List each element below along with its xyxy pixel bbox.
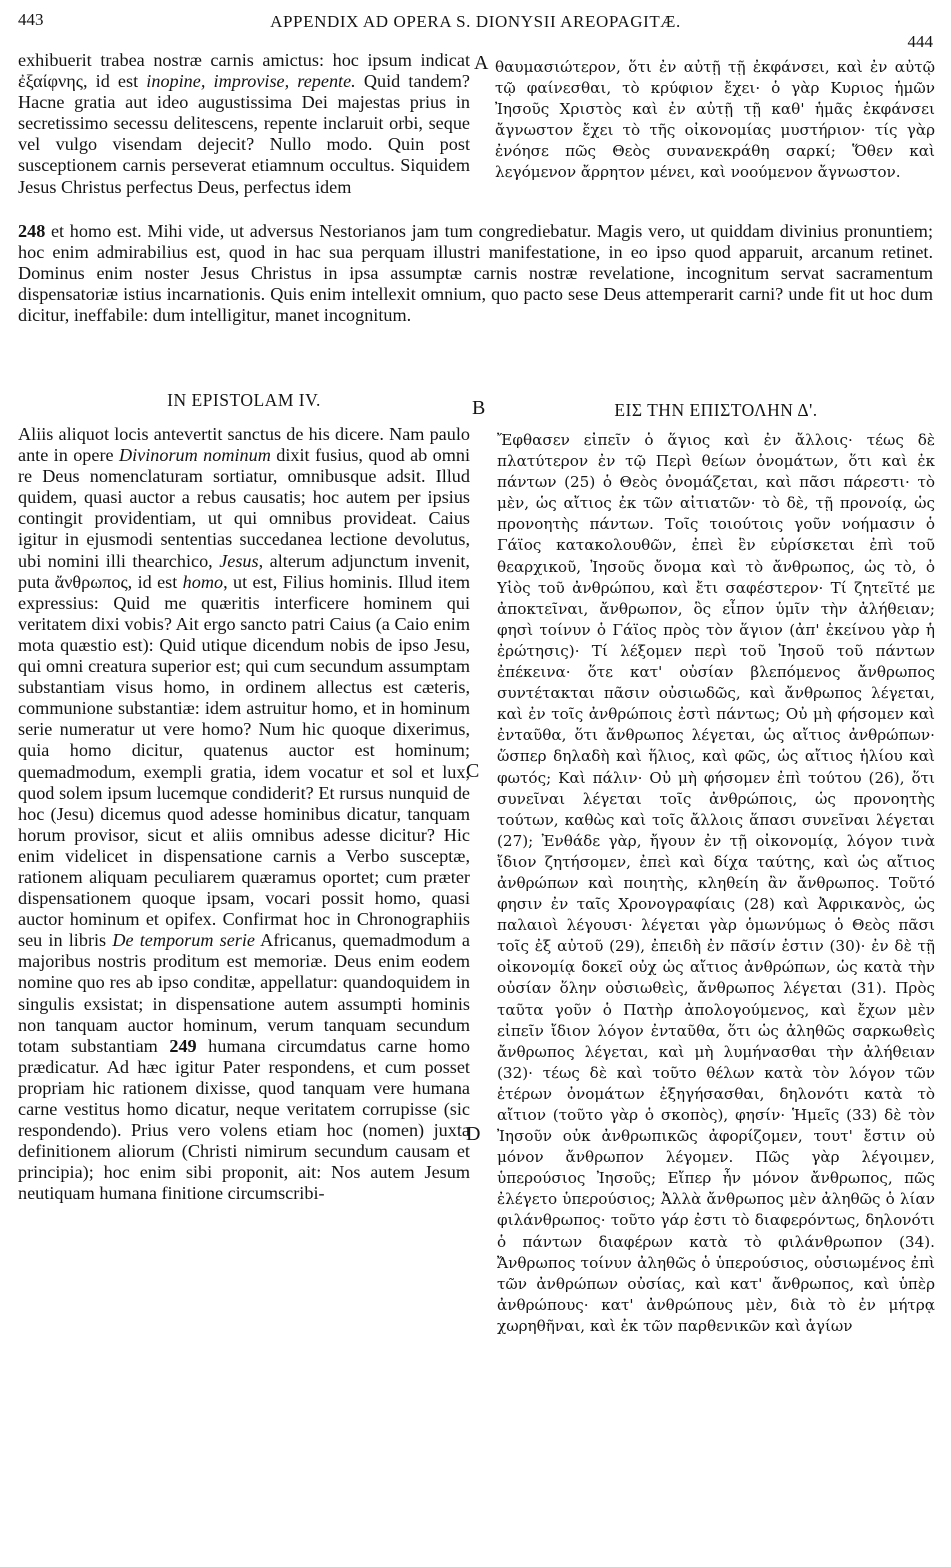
running-head xyxy=(18,10,933,51)
latin-body-paragraph xyxy=(18,424,470,1204)
italic-title: Divinorum nominum xyxy=(118,445,271,466)
latin-section-title: IN EPISTOLAM IV. xyxy=(167,390,321,410)
latin-text: Aliis aliquot locis antevertit sanctus de his dicere. Nam paulo ante in opere xyxy=(18,424,470,466)
page-mark-249: 249 xyxy=(169,1035,197,1056)
latin-text: humana circumdatus carne homo prædicatur. Ad hæc igitur Pater respondens, et cum posset propriam hic rationem dixisse, quod tanquam vere humana carne vestitus homo dicatur, neque veritatem corrupisse (sic respondendo). Prius vero volens etiam hoc (nomen) juxta definitionem aliorum (Christi nimirum secundum causam et principia); hoc enim sibi proponit, ait: Nos autem Jesum neutiquam humana finitione circumscribi- xyxy=(18,1035,470,1204)
page-number-right: 444 xyxy=(907,32,933,51)
margin-marker-c: C xyxy=(466,760,480,782)
latin-text: Quid tandem? Hacne gratia aut ideo augustissima Dei majestas prius in secretissimo secessu delitescens, repente inclaruit orbi, seque vel vulgo visendam dejecit? Nullo modo. Quin post susceptionem carnis perseverat etiamnum occultus. Siquidem Jesus Christus perfectus Deus, perfectus idem xyxy=(18,71,470,197)
greek-body-paragraph: Ἔφθασεν εἰπεῖν ὁ ἅγιος καὶ ἐν ἄλλοις· τέως δὲ πλατύτερον ἐν τῷ Περὶ θείων ὀνομάτων, ὅτι καὶ ἐκ πάντων (25) ὁ Θεὸς ὀνομάζεται, καὶ πᾶσι πάρεστι· τὸ μὲν, ὡς αἴτιος ἐκ τῶν αἰτιατῶν· τὸ δὲ, τῇ προνοίᾳ, ὡς προνοητὴς πάντων. Τοῖς τοιούτοις γοῦν νοήμασιν ὁ Γάϊος κατακολουθῶν, ἐπεὶ ἓν εὑρίσκεται ἐπὶ τοῦ θεαρχικοῦ, Ἰησοῦς ὄνομα καὶ τὸ ἄνθρωπος, ὡς τὸ, ὁ Υἱὸς τοῦ ἀνθρώπου, καὶ ἔτι σαφέστερον· Τί ζητεῖτέ με ἀποκτεῖναι, ἄνθρωπον, ὃς εἶπον ὑμῖν τὴν ἀλήθειαν; φησὶ τοίνυν ὁ Γάϊος πρὸς τὸν ἅγιον (ἀπ' ἐκείνου γὰρ ἡ ἐρώτησις)· Τί λέξομεν περὶ τοῦ Ἰησοῦ τοῦ πάντων ἐπέκεινα· ὅτε κατ' οὐσίαν βλεπόμενος ἄνθρωπος συντέτακται πᾶσιν οὐσιωδῶς, καὶ ἄνθρωπος λέγεται, καὶ ἐν τοῖς ἀνθρώποις ἐστὶ πάντως; Οὐ μὴ φήσομεν καὶ ἐνταῦθα, ὅτι ἄνθρωπος λέγεται, ὡς αἴτιος ἀνθρώπων· ὥσπερ δηλαδὴ καὶ ἥλιος, καὶ φῶς, ὡς αἴτιος ἡλίου καὶ φωτός; Καὶ πάλιν· Οὐ μὴ φήσομεν ἐπὶ τούτου (26), ὅτι συνεῖναι λέγεται τοῖς ἀνθρώποις, ὡς προνοητὴς τούτων, καθὼς καὶ τοῖς ἄλλοις ἅπασι συνεῖναι λέγεται (27); Ἐνθάδε γὰρ, ἤγουν ἐν τῇ οἰκονομίᾳ, λόγον τινὰ ἴδιον ζητήσομεν, ἐπεὶ καὶ δίχα ταύτης, καὶ ὡς αἴτιος ἀνθρώπων καὶ ποιητὴς, κληθείη ἂν ἄνθρωπος. Τοῦτό φησιν ἐν ταῖς Χρονογραφίαις (28) καὶ Ἀφρικανὸς, ὡς παλαιοὶ λέγουσι· λέγεται γὰρ ὁμωνύμως ὁ Θεὸς πᾶσι τοῖς ἐξ αὐτοῦ (29), ἐπειδὴ ἐν πᾶσίν ἐστιν (30)· ἐν δὲ τῇ οἰκονομίᾳ δοκεῖ οὐχ ὡς αἴτιος ἀνθρώπων, ὡς κατὰ τὴν οὐσίαν ὅλην οὐσιωθεὶς, ἄνθρωπος λέγεται (31). Πρὸς ταῦτα γοῦν ὁ Πατὴρ ἀπολογούμενος, καὶ ἔχων μὲν εἰπεῖν ἴδιον λόγον ἐνταῦθα, ὅτι ὡς ἀληθῶς σαρκωθεὶς ἄνθρωπος λέγεται, καὶ μὴ λυμήνασθαι τὴν ἀλήθειαν (32)· τέως δὲ καὶ τοῦτο θέλων κατὰ τὸν λόγον τῶν ἑτέρων ὀνομάτων ἐξηγήσασθαι, δηλονότι κατὰ τὸ αἴτιον (τοῦτο γὰρ ὁ σκοπὸς), φησίν· Ἡμεῖς (33) δὲ τὸν Ἰησοῦν οὐκ ἀνθρωπικῶς ἀφορίζομεν, τουτ' ἔστιν οὐ μόνον ἄνθρωπον λέγομεν. Πῶς γὰρ λέγοιμεν, ὑπερούσιος Ἰησοῦς; Εἴπερ ἦν μόνον ἄνθρωπος, πῶς ἐλέγετο ὑπερούσιος; Ἀλλὰ ἄνθρωπος μὲν ἀληθῶς ὁ λίαν φιλάνθρωπος· τοῦτο γάρ ἐστι τὸ διαφερόντως, δηλονότι ὁ πάντων διαφέρων κατὰ τὸ φιλάνθρωπον (34). Ἄνθρωπος τοίνυν ἀληθῶς ὁ ὑπερούσιος, οὐσιωμένος ἐπὶ τῶν ἀνθρώπων οὐσίας, καὶ κατ' ἄνθρωπος, καὶ ὑπὲρ ἀνθρώπους· κατ' ἀνθρώπους μὲν, διὰ τὸ ἐν μήτρᾳ χωρηθῆναι, καὶ ἐκ τῶν παρθενικῶν καὶ ἁγίων xyxy=(497,431,935,1335)
page-number-left: 443 xyxy=(18,10,44,29)
latin-text: Africanus, quemadmodum a majoribus nostris proditum est memoriæ. Deus enim eodem nomine quo res ab ipso conditæ, appellatur: quandoquidem in singulis exsistat; in dispensatione autem assumpti hominis non tanquam auctor hominum, verum tanquam secundum totam substantiam xyxy=(18,930,470,1056)
margin-marker-a: A xyxy=(474,52,489,74)
latin-top-column xyxy=(18,50,470,240)
italic-word: Jesus xyxy=(219,550,259,571)
latin-top-paragraph xyxy=(18,50,470,198)
latin-body-column xyxy=(18,424,470,1514)
latin-continuation-paragraph xyxy=(18,221,933,326)
latin-text: exhibuerit trabea nostræ carnis amictus: hoc ipsum indicat xyxy=(18,50,470,70)
greek-section-title: ΕΙΣ ΤΗΝ ΕΠΙΣΤΟΛΗΝ Δ'. xyxy=(614,400,818,420)
latin-text: , ut est, Filius hominis. Illud item expressius: Quid me quæritis interficere hominem qui veritatem dixi vobis? Ait ergo sancto patri Caius (a Caio enim mota quæstio est): Quid utique dicendum nobis de ipso Jesu, qui omni creatura superior est; qui cum secundum assumptam substantiam visus homo, in ordinem allectus est cæteris, communione substantiæ: idem astruitur homo, et in hominum serie numeratur ut vere homo? Num hic quoque dixerimus, quia homo dicitur, quatenus auctor est hominum; quemadmodum, exempli gratia, idem vocatur et sol et lux, quod solem ipsum lucemque condiderit? Et rursus nunquid de hoc (Jesu) dicemus quod adesse hominibus dicatur, tanquam horum provisor, sicut et aliis omnibus adesse dicitur? Hic enim videlicet in dispensatione carnis a Verbo susceptæ, rationem aliquam peculiarem quæramus oportet; cum præter dispensationem quoque ipsam, vocari possit homo, quasi auctor hominum et opifex. Confirmat hoc in Chronographiis seu in libris xyxy=(18,571,470,951)
margin-marker-b: B xyxy=(472,397,486,419)
greek-top-column xyxy=(495,57,935,223)
latin-text: et homo est. Mihi vide, ut adversus Nestorianos jam tum congrediebatur. Magis vero, ut quiddam divinius pronuntiem; hoc enim admirabilius est, quod in hac sua perquam illustri manifestatione, in eo ipso quod apparuit, arcanum retinet. Dominus enim noster Jesus Christus in ipsa assumptæ carnis nostræ revelatione, incognitum servat sacramentum dispensatoriæ istius incarnationis. Quis enim intellexit omnium, quo pacto sese Deus attemperarit carni? unde fit ut hoc dum dicitur, ineffabile: dum intelligitur, manet incognitum. xyxy=(18,221,933,326)
italic-phrase: inopine, improvise, repente. xyxy=(146,71,356,92)
latin-text: dixit fusius, quod ab omni re Deus nomenclaturam sortiatur, omnibusque adsit. Illud quidem, quasi auctor a rebus causatis; hoc autem per ipsius contingit providentiam, ut qui omnibus provideat. Caius igitur in ejusmodi sententias succedanea lectione devolutus, ubi nomini illi thearchico, xyxy=(18,445,470,571)
page-mark-248: 248 xyxy=(18,221,46,241)
greek-inline-word: ἐξαίφνης xyxy=(18,71,83,92)
greek-top-paragraph: θαυμασιώτερον, ὅτι ἐν αὐτῇ τῇ ἐκφάνσει, καὶ ἐν αὐτῷ τῷ φαίνεσθαι, τὸ κρύφιον ἔχει· ὁ γὰρ Κυριος ἡμῶν Ἰησοῦς Χριστὸς καὶ ἐν αὐτῇ τῇ καθ' ἡμᾶς ἐκφάνσει ἄγνωστον ἔχει τὸ τῆς οἰκονομίας μυστήριον· τίς γὰρ ἐνόησε πῶς Θεὸς συνανεκράθη σαρκί; Ὅθεν καὶ λεγόμενον ἄρρητον μένει, καὶ νοούμενον ἄγνωστον. xyxy=(495,58,935,182)
greek-body-column xyxy=(497,430,935,1536)
italic-title: De temporum serie xyxy=(112,930,255,951)
italic-word: homo xyxy=(182,571,224,592)
latin-text: , alterum adjunctum invenit, puta ἄνθρωπος, id est xyxy=(18,550,470,592)
latin-text: , id est xyxy=(82,71,147,92)
margin-marker-d: D xyxy=(466,1123,481,1145)
running-title: APPENDIX AD OPERA S. DIONYSII AREOPAGITÆ. xyxy=(270,12,681,31)
latin-full-width-continuation xyxy=(18,221,933,371)
